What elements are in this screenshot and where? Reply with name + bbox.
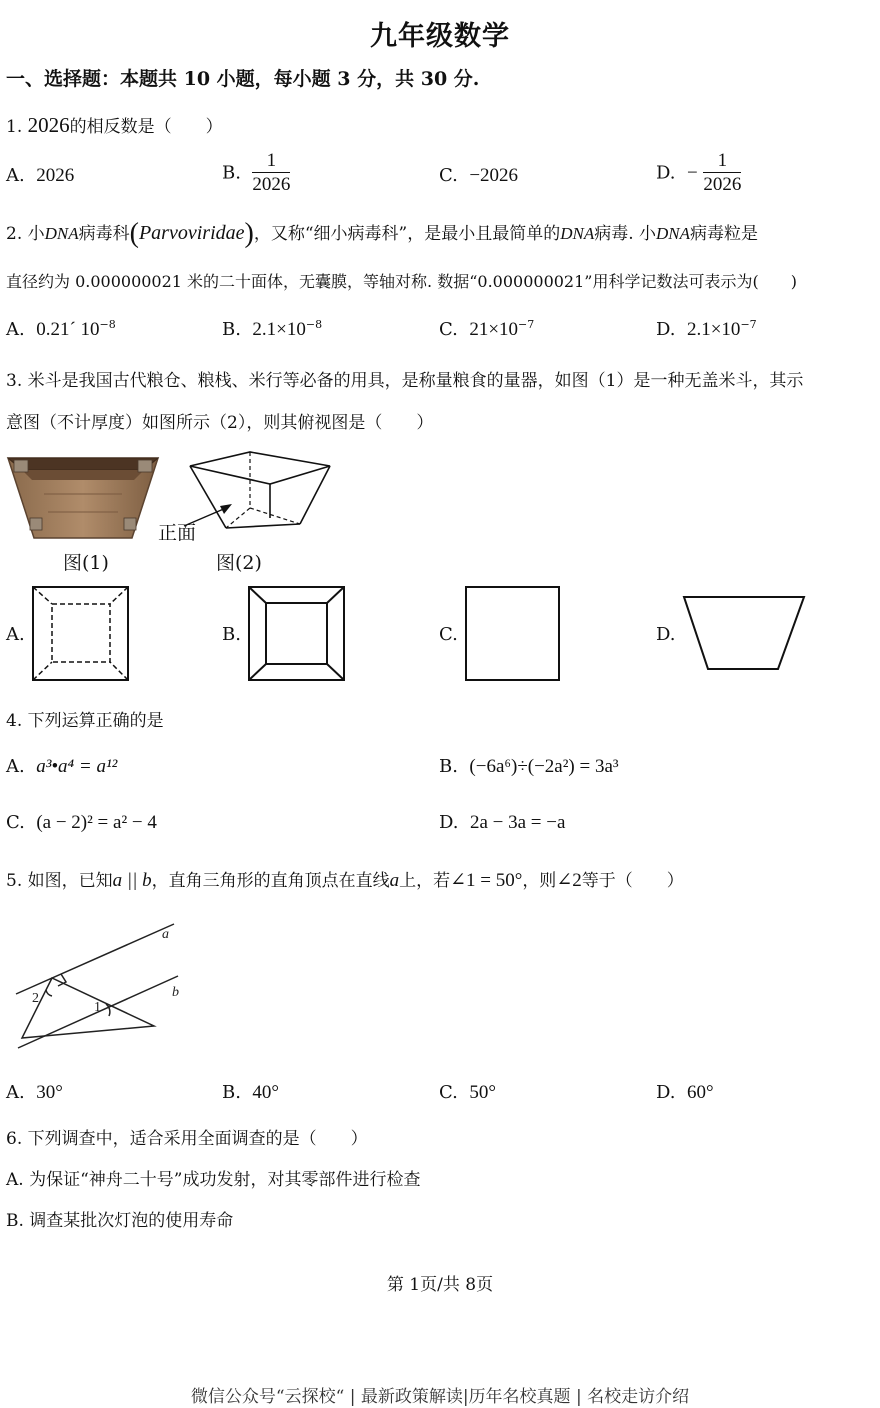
rice-measure-photo (4, 446, 164, 546)
option-label: A. (6, 319, 25, 340)
option-value: 2026 (36, 165, 75, 186)
question-1-stem (6, 112, 223, 138)
question-text: 病毒. 小 (594, 224, 657, 244)
math-term: DNA (44, 224, 79, 243)
fraction-numerator: 1 (252, 150, 290, 173)
q6-option-a[interactable]: A. 为保证“神舟二十号”成功发射，对其零部件进行检查 (6, 1170, 421, 1190)
question-6-stem: 6. 下列调查中，适合采用全面调查的是（ ） (6, 1129, 368, 1149)
option-label: B. (439, 756, 458, 777)
question-3-line1: 3. 米斗是我国古代粮仓、粮栈、米行等必备的用具，是称量粮食的量器，如图（1）是一种无盖米斗，其示 (6, 371, 804, 391)
q4-option-b[interactable] (439, 756, 619, 778)
parallel-lines-triangle-diagram (12, 916, 192, 1056)
q3-option-a-label[interactable]: A. (6, 624, 25, 645)
q4-option-d[interactable] (439, 812, 565, 834)
latin-name: Parvoviridae (138, 222, 245, 244)
q5-option-c[interactable] (439, 1082, 496, 1104)
q5-option-b[interactable] (222, 1082, 279, 1104)
line-b-label: b (172, 985, 179, 1000)
page-number: 第 1页/共 8页 (386, 1275, 494, 1295)
fraction-denominator: 2026 (703, 174, 742, 195)
line-a-label: a (162, 927, 169, 942)
q1-option-c[interactable] (439, 165, 518, 187)
math-term: DNA (656, 224, 691, 243)
question-text: 病毒粒是 (690, 224, 759, 244)
math-term: ∠1 = 50° (450, 870, 523, 891)
question-text: 上，若 (399, 871, 451, 891)
option-label: B. (222, 1082, 241, 1103)
paren: ) (244, 218, 254, 249)
question-text: ，直角三角形的直角顶点在直线 (151, 871, 390, 891)
option-value: −2026 (469, 165, 519, 186)
q1-option-b[interactable] (222, 150, 290, 197)
option-label: C. (439, 1082, 458, 1103)
question-text: 等于（ ） (581, 871, 684, 891)
option-expression: (−6a⁶)÷(−2a²) = 3a³ (469, 756, 619, 777)
option-base: 2.1×10 (686, 319, 741, 340)
option-value: 30° (36, 1082, 63, 1103)
figure-2-caption: 图(2) (216, 552, 262, 574)
question-number: 2. (6, 224, 23, 244)
q3-option-b-figure[interactable] (248, 586, 346, 682)
front-label: 正面 (158, 522, 197, 544)
q6-option-b[interactable]: B. 调查某批次灯泡的使用寿命 (6, 1211, 234, 1231)
q3-option-d-figure[interactable] (682, 594, 808, 674)
option-exponent: −8 (305, 318, 323, 331)
angle-1-label: 1 (94, 1000, 101, 1015)
option-label: A. (6, 756, 25, 777)
footer-banner: 微信公众号“云探校“ | 最新政策解读|历年名校真题 | 名校走访介绍 (190, 1387, 690, 1407)
section-heading: 一、选择题：本题共 10 小题，每小题 3 分，共 30 分. (6, 68, 480, 90)
option-exponent: −8 (99, 318, 116, 331)
option-value: 50° (469, 1082, 496, 1103)
math-term: a || b (112, 870, 152, 891)
question-2-line2: 直径约为 0.000000021 米的二十面体，无囊膜，等轴对称. 数据“0.000000021”用科学记数法可表示为( ) (6, 272, 797, 291)
math-term: ∠2 (556, 870, 582, 891)
question-text: ，又称“细小病毒科”，是最小且最简单的 (253, 224, 561, 244)
q5-option-d[interactable] (656, 1082, 714, 1104)
q5-option-a[interactable] (6, 1082, 63, 1104)
q2-option-a[interactable] (6, 318, 116, 341)
option-label: A. (6, 1082, 25, 1103)
minus-sign: − (686, 162, 698, 184)
question-number: 1. (6, 117, 23, 137)
option-label: A. (6, 165, 25, 186)
q3-option-d-label[interactable]: D. (656, 624, 676, 645)
question-3-line2: 意图（不计厚度）如图所示（2），则其俯视图是（ ） (6, 413, 434, 433)
question-text: 病毒科 (78, 224, 130, 244)
q2-option-c[interactable] (439, 318, 534, 341)
option-label: D. (656, 162, 676, 184)
fraction (252, 150, 290, 197)
option-exponent: −7 (518, 318, 535, 331)
question-5-stem (6, 866, 684, 892)
math-value: 2026 (27, 113, 70, 137)
question-text: 5. 如图，已知 (6, 871, 113, 891)
option-label: C. (439, 165, 458, 186)
option-exponent: −7 (740, 318, 757, 331)
question-text: 小 (27, 224, 45, 244)
question-text: 的相反数是（ ） (69, 117, 223, 137)
option-value: 40° (252, 1082, 280, 1103)
math-term: DNA (560, 224, 595, 243)
option-label: D. (656, 1082, 676, 1103)
q3-option-c-figure[interactable] (465, 586, 561, 682)
option-base: 21×10 (469, 319, 519, 340)
option-value: 60° (686, 1082, 714, 1103)
q3-option-a-figure[interactable] (32, 586, 130, 682)
option-label: D. (656, 319, 676, 340)
option-label: D. (439, 812, 459, 833)
q3-option-b-label[interactable]: B. (222, 624, 241, 645)
fraction (703, 150, 741, 197)
q3-option-c-label[interactable]: C. (439, 624, 458, 645)
question-4-stem: 4. 下列运算正确的是 (6, 711, 164, 731)
fraction-denominator: 2026 (252, 174, 291, 195)
option-expression: a³•a⁴ = a¹² (36, 756, 118, 777)
option-label: B. (222, 319, 241, 340)
q1-option-d[interactable] (656, 150, 741, 197)
question-text: ，则 (522, 871, 557, 891)
option-expression: (a − 2)² = a² − 4 (36, 812, 157, 833)
paren: ( (129, 218, 139, 249)
q2-option-d[interactable] (656, 318, 757, 341)
option-label: C. (439, 319, 458, 340)
q4-option-a[interactable] (6, 756, 117, 778)
option-label: B. (222, 162, 241, 184)
fraction-numerator: 1 (703, 150, 741, 173)
option-expression: 2a − 3a = −a (469, 812, 566, 833)
figure-1-caption: 图(1) (63, 552, 109, 574)
math-term: a (389, 870, 400, 891)
q2-option-b[interactable] (222, 318, 322, 341)
option-label: C. (6, 812, 25, 833)
question-2-stem (6, 218, 758, 250)
q4-option-c[interactable] (6, 812, 157, 834)
q1-option-a[interactable] (6, 165, 74, 187)
option-base: 0.21´ 10 (36, 319, 100, 340)
page-title: 九年级数学 (370, 21, 510, 52)
angle-2-label: 2 (32, 991, 39, 1006)
option-base: 2.1×10 (252, 319, 306, 340)
